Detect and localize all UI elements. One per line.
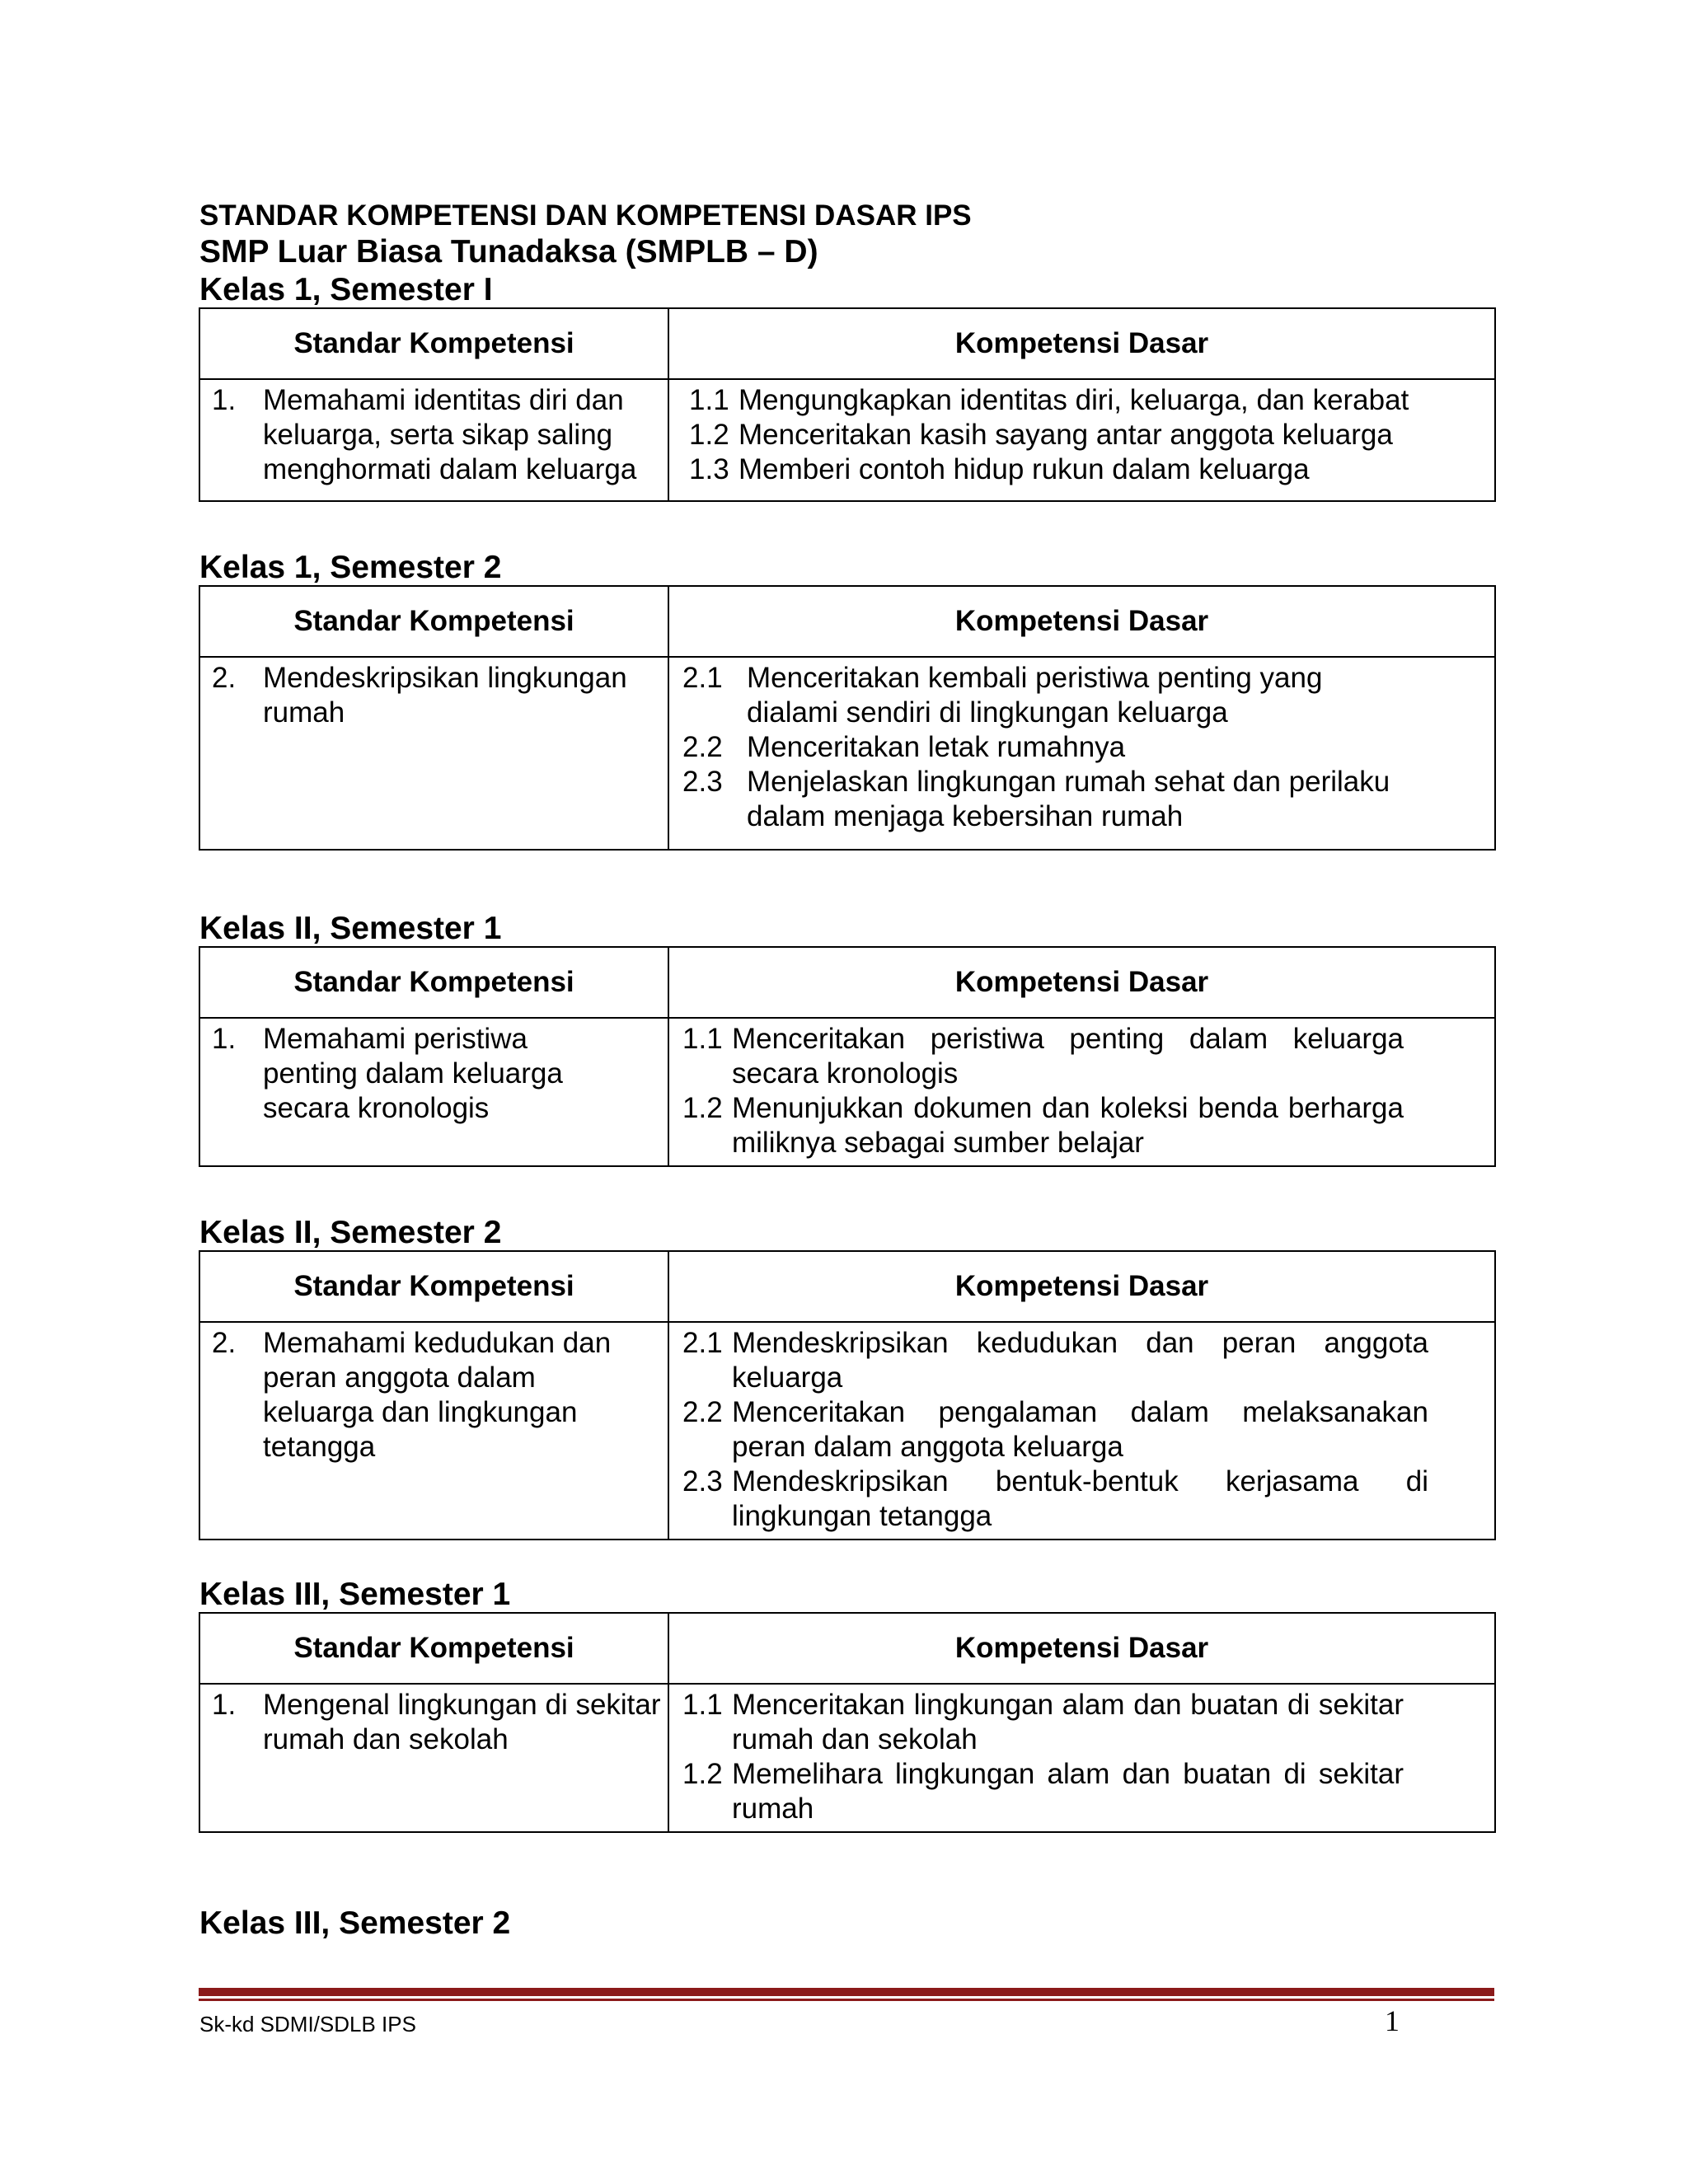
kd-item [682, 765, 1488, 834]
header-standar-kompetensi: Standar Kompetensi [199, 1613, 668, 1684]
kd-number: 1.2 [682, 1092, 723, 1124]
sk-text: Memahami kedudukan dan peran anggota dalam keluarga dan lingkungan tetangga [263, 1327, 612, 1463]
standar-kompetensi-cell [199, 1018, 668, 1166]
kompetensi-dasar-cell [668, 1322, 1495, 1540]
kd-number: 1.1 [682, 1023, 723, 1055]
kd-number: 2.2 [682, 1396, 723, 1428]
page-number: 1 [1385, 2004, 1400, 2037]
kd-number: 2.1 [682, 662, 723, 694]
standar-kompetensi-cell [199, 1322, 668, 1540]
sk-number: 2. [212, 1327, 237, 1359]
header-standar-kompetensi: Standar Kompetensi [199, 586, 668, 657]
kompetensi-dasar-cell [668, 657, 1495, 850]
sk-number: 1. [212, 1023, 237, 1055]
table-header-row [199, 1251, 1495, 1322]
kd-item [682, 1688, 1404, 1757]
kd-text: Mendeskripsikan bentuk-bentuk kerjasama di lingkungan tetangga [732, 1465, 1428, 1532]
kd-text: Menceritakan pengalaman dalam melaksanakan peran dalam anggota keluarga [732, 1396, 1428, 1463]
section-heading: Kelas II, Semester 1 [199, 911, 502, 946]
header-standar-kompetensi: Standar Kompetensi [199, 308, 668, 379]
standar-kompetensi-cell [199, 1684, 668, 1832]
kd-text: Menceritakan letak rumahnya [747, 731, 1126, 763]
competency-table [199, 1612, 1496, 1833]
kd-item [689, 452, 1488, 487]
header-kompetensi-dasar: Kompetensi Dasar [668, 1251, 1495, 1322]
table-header-row [199, 947, 1495, 1018]
kd-text: Mendeskripsikan kedudukan dan peran anggota keluarga [732, 1327, 1428, 1394]
kd-number: 2.1 [682, 1327, 723, 1359]
competency-table [199, 307, 1496, 502]
kd-text: Menceritakan lingkungan alam dan buatan di sekitar rumah dan sekolah [732, 1689, 1404, 1755]
kompetensi-dasar-cell [668, 1684, 1495, 1832]
kd-text: Memelihara lingkungan alam dan buatan di sekitar rumah [732, 1758, 1404, 1825]
table-row [199, 657, 1495, 850]
kd-number: 1.2 [689, 419, 729, 451]
kd-text: Menceritakan kasih sayang antar anggota keluarga [738, 419, 1393, 451]
kd-number: 1.1 [689, 384, 729, 416]
sk-number: 1. [212, 1689, 237, 1721]
section-heading: Kelas 1, Semester I [199, 272, 493, 307]
table-header-row [199, 1613, 1495, 1684]
header-kompetensi-dasar: Kompetensi Dasar [668, 1613, 1495, 1684]
header-kompetensi-dasar: Kompetensi Dasar [668, 947, 1495, 1018]
header-standar-kompetensi: Standar Kompetensi [199, 947, 668, 1018]
kd-item [682, 1091, 1404, 1160]
kd-item [682, 1465, 1428, 1534]
kd-text: Memberi contoh hidup rukun dalam keluarga [738, 453, 1310, 485]
competency-table [199, 946, 1496, 1167]
kd-item [682, 1326, 1428, 1395]
sk-text: Mendeskripsikan lingkungan rumah [263, 662, 627, 729]
standar-kompetensi-cell [199, 657, 668, 850]
table-header-row [199, 586, 1495, 657]
section-heading: Kelas II, Semester 2 [199, 1215, 502, 1250]
kd-number: 2.3 [682, 766, 723, 798]
kd-item [689, 383, 1488, 418]
sk-text: Mengenal lingkungan di sekitar rumah dan sekolah [263, 1689, 661, 1755]
kd-item [682, 1757, 1404, 1826]
kd-number: 2.3 [682, 1465, 723, 1497]
kd-text: Menunjukkan dokumen dan koleksi benda berharga miliknya sebagai sumber belajar [732, 1092, 1404, 1159]
sk-number: 2. [212, 662, 237, 694]
kd-item [682, 661, 1488, 730]
sk-text: Memahami identitas diri dan keluarga, serta sikap saling menghormati dalam keluarga [263, 384, 637, 485]
kd-item [689, 418, 1488, 452]
kd-text: Menjelaskan lingkungan rumah sehat dan perilaku dalam menjaga kebersihan rumah [747, 766, 1390, 832]
section-heading: Kelas III, Semester 2 [199, 1905, 511, 1941]
kd-text: Menceritakan peristiwa penting dalam keluarga secara kronologis [732, 1023, 1404, 1090]
sk-number: 1. [212, 384, 237, 416]
kd-text: Mengungkapkan identitas diri, keluarga, dan kerabat [738, 384, 1409, 416]
sk-text: Memahami peristiwa penting dalam keluarga secara kronologis [263, 1023, 563, 1124]
competency-table [199, 585, 1496, 851]
competency-table [199, 1250, 1496, 1540]
footer-text: Sk-kd SDMI/SDLB IPS [199, 2012, 416, 2036]
kd-text: Menceritakan kembali peristiwa penting yang dialami sendiri di lingkungan keluarga [747, 662, 1323, 729]
table-row [199, 1018, 1495, 1166]
section-heading: Kelas 1, Semester 2 [199, 550, 502, 585]
header-standar-kompetensi: Standar Kompetensi [199, 1251, 668, 1322]
footer-rule [199, 1999, 1494, 2001]
kompetensi-dasar-cell [668, 1018, 1495, 1166]
kd-number: 2.2 [682, 731, 723, 763]
kd-number: 1.1 [682, 1689, 723, 1721]
header-kompetensi-dasar: Kompetensi Dasar [668, 308, 1495, 379]
section-heading: Kelas III, Semester 1 [199, 1577, 511, 1612]
kd-item [682, 1395, 1428, 1465]
kd-number: 1.3 [689, 453, 729, 485]
kompetensi-dasar-cell [668, 379, 1495, 501]
table-row [199, 1322, 1495, 1540]
footer-rule [199, 1988, 1494, 1996]
standar-kompetensi-cell [199, 379, 668, 501]
kd-item [682, 730, 1488, 765]
document-subtitle: SMP Luar Biasa Tunadaksa (SMPLB – D) [199, 234, 818, 269]
kd-number: 1.2 [682, 1758, 723, 1790]
table-row [199, 379, 1495, 501]
kd-item [682, 1022, 1404, 1091]
table-header-row [199, 308, 1495, 379]
table-row [199, 1684, 1495, 1832]
header-kompetensi-dasar: Kompetensi Dasar [668, 586, 1495, 657]
document-title: STANDAR KOMPETENSI DAN KOMPETENSI DASAR IPS [199, 199, 972, 232]
